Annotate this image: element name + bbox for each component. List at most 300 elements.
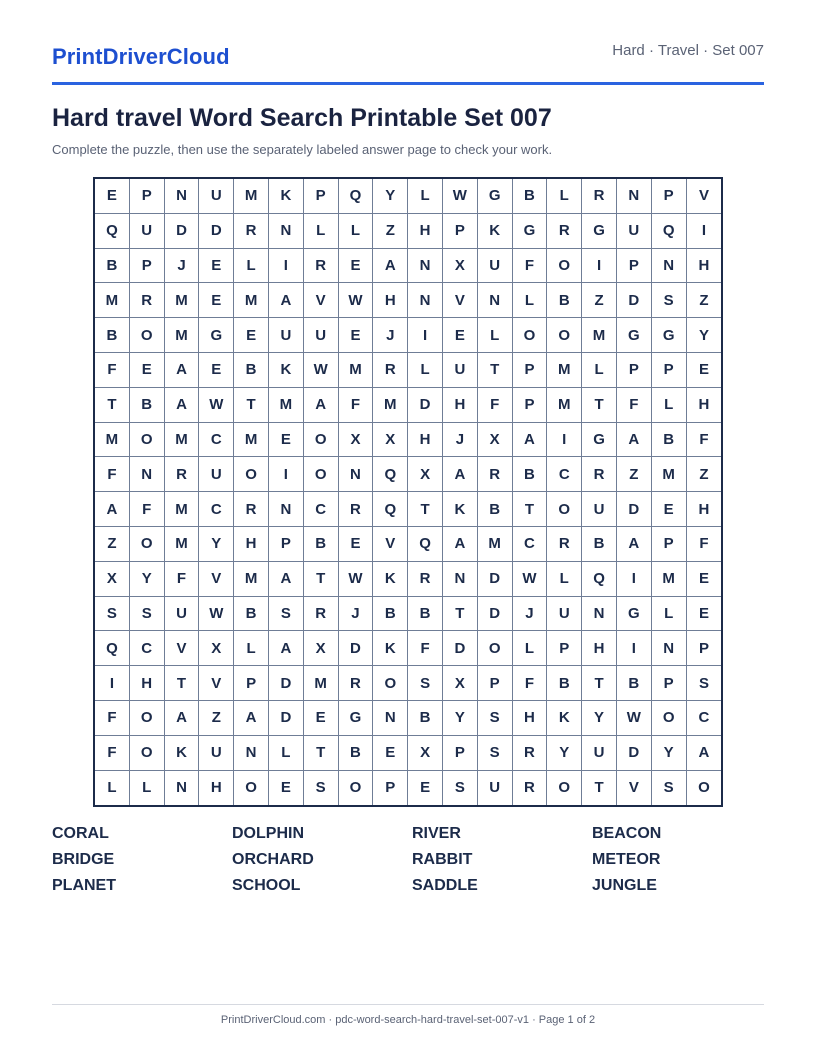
grid-cell: S — [652, 771, 687, 806]
page-title: Hard travel Word Search Printable Set 007 — [52, 104, 552, 132]
grid-cell: S — [478, 736, 513, 771]
grid-cell: X — [373, 423, 408, 458]
grid-cell: E — [304, 701, 339, 736]
grid-cell: J — [339, 597, 374, 632]
word-search-grid — [93, 177, 723, 807]
grid-cell: T — [95, 388, 130, 423]
grid-cell: K — [269, 179, 304, 214]
grid-cell: G — [513, 214, 548, 249]
grid-cell: A — [617, 423, 652, 458]
grid-cell: M — [582, 318, 617, 353]
grid-cell: V — [687, 179, 722, 214]
grid-cell: A — [269, 283, 304, 318]
grid-cell: B — [547, 283, 582, 318]
grid-cell: B — [234, 353, 269, 388]
grid-cell: V — [165, 631, 200, 666]
grid-cell: B — [617, 666, 652, 701]
grid-cell: N — [652, 631, 687, 666]
grid-cell: R — [582, 457, 617, 492]
grid-cell: M — [547, 353, 582, 388]
grid-cell: Q — [373, 457, 408, 492]
grid-cell: D — [199, 214, 234, 249]
breadcrumb: Hard · Travel · Set 007 — [612, 42, 764, 59]
grid-cell: K — [165, 736, 200, 771]
grid-cell: O — [130, 423, 165, 458]
grid-cell: T — [165, 666, 200, 701]
grid-cell: U — [547, 597, 582, 632]
grid-cell: L — [234, 631, 269, 666]
grid-cell: S — [130, 597, 165, 632]
grid-cell: D — [478, 597, 513, 632]
grid-cell: M — [373, 388, 408, 423]
grid-cell: B — [304, 527, 339, 562]
word-list-item: CORAL — [52, 825, 109, 842]
grid-cell: U — [478, 771, 513, 806]
grid-cell: B — [478, 492, 513, 527]
grid-cell: R — [234, 492, 269, 527]
grid-cell: I — [617, 631, 652, 666]
grid-cell: I — [269, 249, 304, 284]
grid-cell: E — [199, 353, 234, 388]
grid-cell: F — [478, 388, 513, 423]
word-list-item: DOLPHIN — [232, 825, 304, 842]
grid-cell: N — [478, 283, 513, 318]
grid-cell: W — [339, 562, 374, 597]
grid-cell: B — [652, 423, 687, 458]
grid-cell: H — [130, 666, 165, 701]
word-list — [52, 825, 764, 897]
grid-cell: W — [304, 353, 339, 388]
grid-cell: G — [582, 423, 617, 458]
grid-cell: M — [652, 562, 687, 597]
grid-cell: R — [478, 457, 513, 492]
grid-cell: G — [199, 318, 234, 353]
grid-cell: N — [443, 562, 478, 597]
grid-cell: L — [547, 562, 582, 597]
grid-cell: N — [269, 492, 304, 527]
word-list-item: RIVER — [412, 825, 461, 842]
grid-cell: F — [95, 701, 130, 736]
grid-cell: U — [443, 353, 478, 388]
grid-cell: I — [547, 423, 582, 458]
grid-cell: P — [652, 353, 687, 388]
grid-cell: N — [582, 597, 617, 632]
grid-cell: P — [478, 666, 513, 701]
grid-cell: A — [165, 353, 200, 388]
grid-cell: B — [513, 457, 548, 492]
grid-cell: R — [582, 179, 617, 214]
grid-cell: F — [408, 631, 443, 666]
grid-cell: D — [617, 283, 652, 318]
grid-cell: P — [304, 179, 339, 214]
grid-cell: K — [373, 631, 408, 666]
grid-cell: D — [339, 631, 374, 666]
grid-cell: L — [582, 353, 617, 388]
word-list-item: ORCHARD — [232, 851, 314, 868]
grid-cell: G — [478, 179, 513, 214]
grid-cell: N — [234, 736, 269, 771]
grid-cell: L — [652, 388, 687, 423]
grid-cell: Z — [373, 214, 408, 249]
grid-cell: B — [373, 597, 408, 632]
grid-cell: P — [513, 388, 548, 423]
grid-cell: P — [687, 631, 722, 666]
grid-cell: J — [165, 249, 200, 284]
grid-cell: M — [304, 666, 339, 701]
grid-cell: N — [130, 457, 165, 492]
grid-cell: A — [443, 527, 478, 562]
grid-cell: J — [443, 423, 478, 458]
grid-cell: M — [547, 388, 582, 423]
grid-cell: L — [513, 631, 548, 666]
grid-cell: H — [582, 631, 617, 666]
grid-cell: M — [234, 179, 269, 214]
grid-cell: M — [165, 318, 200, 353]
grid-cell: S — [95, 597, 130, 632]
grid-cell: T — [234, 388, 269, 423]
grid-cell: A — [269, 562, 304, 597]
grid-cell: U — [269, 318, 304, 353]
grid-cell: M — [165, 492, 200, 527]
grid-cell: B — [582, 527, 617, 562]
grid-cell: B — [234, 597, 269, 632]
grid-cell: N — [373, 701, 408, 736]
grid-cell: V — [199, 562, 234, 597]
grid-cell: V — [373, 527, 408, 562]
grid-cell: M — [95, 283, 130, 318]
grid-cell: R — [304, 249, 339, 284]
grid-cell: N — [408, 249, 443, 284]
footer-divider — [52, 1004, 764, 1005]
grid-cell: R — [513, 771, 548, 806]
grid-cell: A — [95, 492, 130, 527]
grid-cell: G — [582, 214, 617, 249]
grid-cell: S — [408, 666, 443, 701]
grid-cell: M — [95, 423, 130, 458]
grid-cell: P — [234, 666, 269, 701]
grid-cell: E — [269, 771, 304, 806]
grid-cell: E — [443, 318, 478, 353]
grid-cell: F — [95, 353, 130, 388]
grid-cell: T — [582, 388, 617, 423]
grid-cell: Y — [547, 736, 582, 771]
grid-cell: F — [617, 388, 652, 423]
grid-cell: S — [652, 283, 687, 318]
grid-cell: L — [547, 179, 582, 214]
grid-cell: M — [234, 423, 269, 458]
grid-cell: H — [234, 527, 269, 562]
grid-cell: W — [443, 179, 478, 214]
grid-cell: X — [304, 631, 339, 666]
grid-cell: U — [199, 736, 234, 771]
grid-cell: Z — [687, 283, 722, 318]
grid-cell: H — [408, 423, 443, 458]
grid-cell: P — [373, 771, 408, 806]
grid-cell: A — [687, 736, 722, 771]
grid-cell: I — [269, 457, 304, 492]
grid-cell: O — [234, 457, 269, 492]
grid-cell: U — [478, 249, 513, 284]
grid-cell: G — [617, 318, 652, 353]
grid-cell: R — [408, 562, 443, 597]
word-list-item: JUNGLE — [592, 877, 657, 894]
grid-cell: D — [478, 562, 513, 597]
grid-cell: L — [130, 771, 165, 806]
word-list-item: BRIDGE — [52, 851, 115, 868]
grid-cell: O — [304, 457, 339, 492]
grid-cell: E — [130, 353, 165, 388]
grid-cell: Y — [130, 562, 165, 597]
grid-cell: O — [339, 771, 374, 806]
grid-cell: S — [269, 597, 304, 632]
grid-cell: D — [617, 736, 652, 771]
grid-cell: Y — [443, 701, 478, 736]
grid-cell: U — [582, 736, 617, 771]
grid-cell: X — [478, 423, 513, 458]
grid-cell: H — [408, 214, 443, 249]
word-list-item: PLANET — [52, 877, 116, 894]
grid-cell: K — [269, 353, 304, 388]
grid-cell: Q — [373, 492, 408, 527]
grid-cell: C — [547, 457, 582, 492]
grid-cell: R — [234, 214, 269, 249]
grid-cell: B — [408, 701, 443, 736]
grid-cell: E — [234, 318, 269, 353]
grid-cell: E — [373, 736, 408, 771]
grid-cell: P — [547, 631, 582, 666]
grid-cell: V — [617, 771, 652, 806]
grid-cell: O — [478, 631, 513, 666]
grid-cell: P — [617, 249, 652, 284]
grid-cell: K — [443, 492, 478, 527]
grid-cell: L — [513, 283, 548, 318]
grid-cell: O — [130, 701, 165, 736]
grid-cell: R — [165, 457, 200, 492]
grid-cell: P — [652, 179, 687, 214]
word-list-item: METEOR — [592, 851, 661, 868]
grid-cell: D — [269, 701, 304, 736]
grid-cell: W — [513, 562, 548, 597]
grid-cell: F — [687, 527, 722, 562]
grid-cell: F — [95, 457, 130, 492]
grid-cell: D — [408, 388, 443, 423]
grid-cell: U — [199, 457, 234, 492]
grid-cell: F — [339, 388, 374, 423]
grid-cell: J — [373, 318, 408, 353]
grid-cell: V — [443, 283, 478, 318]
grid-cell: Q — [339, 179, 374, 214]
grid-cell: C — [130, 631, 165, 666]
grid-cell: V — [199, 666, 234, 701]
grid-cell: Q — [582, 562, 617, 597]
grid-cell: Q — [95, 631, 130, 666]
grid-cell: H — [373, 283, 408, 318]
grid-cell: A — [513, 423, 548, 458]
grid-cell: L — [408, 179, 443, 214]
grid-cell: E — [339, 527, 374, 562]
grid-cell: F — [513, 249, 548, 284]
grid-cell: Y — [687, 318, 722, 353]
grid-cell: O — [130, 527, 165, 562]
grid-cell: O — [547, 492, 582, 527]
grid-cell: L — [95, 771, 130, 806]
grid-cell: S — [443, 771, 478, 806]
grid-cell: S — [478, 701, 513, 736]
grid-cell: O — [547, 318, 582, 353]
grid-cell: O — [547, 249, 582, 284]
grid-cell: E — [339, 249, 374, 284]
grid-cell: O — [698, 779, 710, 797]
grid-cell: D — [617, 492, 652, 527]
grid-cell: D — [443, 631, 478, 666]
page-header — [52, 0, 764, 86]
grid-cell: S — [304, 771, 339, 806]
grid-cell: T — [408, 492, 443, 527]
grid-cell: T — [443, 597, 478, 632]
grid-cell: W — [617, 701, 652, 736]
grid-cell: R — [547, 527, 582, 562]
grid-cell: Y — [373, 179, 408, 214]
grid-cell: B — [408, 597, 443, 632]
grid-cell: H — [199, 771, 234, 806]
grid-cell: I — [408, 318, 443, 353]
grid-cell: F — [513, 666, 548, 701]
grid-cell: Z — [582, 283, 617, 318]
grid-cell: Y — [582, 701, 617, 736]
grid-cell: R — [130, 283, 165, 318]
grid-cell: T — [582, 771, 617, 806]
grid-cell: W — [339, 283, 374, 318]
grid-cell: P — [652, 527, 687, 562]
grid-cell: O — [373, 666, 408, 701]
page-subtitle: Complete the puzzle, then use the separately labeled answer page to check your work. — [52, 142, 553, 157]
grid-cell: L — [652, 597, 687, 632]
grid-cell: X — [443, 249, 478, 284]
grid-cell: K — [478, 214, 513, 249]
grid-cell: E — [687, 597, 722, 632]
grid-cell: X — [408, 457, 443, 492]
grid-cell: A — [165, 701, 200, 736]
grid-cell: O — [547, 771, 582, 806]
grid-cell: I — [95, 666, 130, 701]
grid-cell: Y — [652, 736, 687, 771]
grid-cell: K — [547, 701, 582, 736]
grid-cell: Q — [652, 214, 687, 249]
brand-logo-text: PrintDriverCloud — [52, 44, 230, 69]
grid-cell: E — [339, 318, 374, 353]
grid-cell: R — [339, 492, 374, 527]
grid-cell: B — [547, 666, 582, 701]
grid-cell: Q — [408, 527, 443, 562]
word-list-item: RABBIT — [412, 851, 473, 868]
grid-cell: M — [478, 527, 513, 562]
grid-cell: T — [304, 562, 339, 597]
grid-cell: M — [234, 283, 269, 318]
grid-cell: U — [617, 214, 652, 249]
grid-cell: U — [130, 214, 165, 249]
grid-cell: N — [339, 457, 374, 492]
grid-cell: S — [687, 666, 722, 701]
grid-cell: L — [234, 249, 269, 284]
grid-cell: O — [304, 423, 339, 458]
grid-cell: F — [165, 562, 200, 597]
grid-cell: C — [199, 492, 234, 527]
grid-cell: E — [687, 353, 722, 388]
grid-cell: P — [617, 353, 652, 388]
grid-cell: R — [373, 353, 408, 388]
grid-cell: I — [617, 562, 652, 597]
grid-cell: X — [339, 423, 374, 458]
grid-cell: X — [95, 562, 130, 597]
grid-cell: H — [513, 701, 548, 736]
grid-cell: L — [304, 214, 339, 249]
grid-cell: T — [513, 492, 548, 527]
grid-cell: U — [165, 597, 200, 632]
grid-cell: R — [547, 214, 582, 249]
grid-cell: A — [234, 701, 269, 736]
grid-cell: U — [199, 179, 234, 214]
grid-cell: B — [513, 179, 548, 214]
grid-cell: O — [234, 771, 269, 806]
grid-cell: U — [582, 492, 617, 527]
grid-cell: E — [408, 771, 443, 806]
grid-cell: M — [165, 423, 200, 458]
grid-cell: A — [269, 631, 304, 666]
grid-cell: Z — [199, 701, 234, 736]
grid-cell: D — [165, 214, 200, 249]
grid-cell: O — [130, 318, 165, 353]
grid-cell: X — [443, 666, 478, 701]
grid-cell: Z — [95, 527, 130, 562]
grid-cell: R — [339, 666, 374, 701]
grid-cell: F — [95, 736, 130, 771]
grid-cell: P — [652, 666, 687, 701]
grid-cell: Z — [617, 457, 652, 492]
grid-cell: L — [408, 353, 443, 388]
grid-cell: O — [513, 318, 548, 353]
grid-cell: C — [199, 423, 234, 458]
grid-cell: P — [130, 249, 165, 284]
grid-cell: T — [582, 666, 617, 701]
grid-cell: L — [478, 318, 513, 353]
grid-cell: G — [652, 318, 687, 353]
grid-cell: A — [617, 527, 652, 562]
grid-cell: D — [269, 666, 304, 701]
page-footer: PrintDriverCloud.com · pdc-word-search-hard-travel-set-007-v1 · Page 1 of 2 — [220, 1014, 596, 1026]
grid-cell: B — [130, 388, 165, 423]
grid-cell: G — [339, 701, 374, 736]
grid-cell: M — [652, 457, 687, 492]
grid-cell: P — [130, 179, 165, 214]
grid-cell: E — [199, 283, 234, 318]
grid-cell: K — [373, 562, 408, 597]
grid-cell: H — [687, 388, 722, 423]
grid-cell: N — [408, 283, 443, 318]
grid-cell: H — [443, 388, 478, 423]
grid-cell: N — [617, 179, 652, 214]
grid-cell: E — [652, 492, 687, 527]
grid-cell: N — [165, 771, 200, 806]
grid-cell: V — [304, 283, 339, 318]
grid-cell: F — [130, 492, 165, 527]
word-list-item: SADDLE — [412, 877, 478, 894]
grid-cell: W — [199, 597, 234, 632]
word-list-item: BEACON — [592, 825, 662, 842]
grid-cell: E — [269, 423, 304, 458]
grid-cell: E — [199, 249, 234, 284]
grid-cell: Z — [687, 457, 722, 492]
grid-cell: T — [304, 736, 339, 771]
